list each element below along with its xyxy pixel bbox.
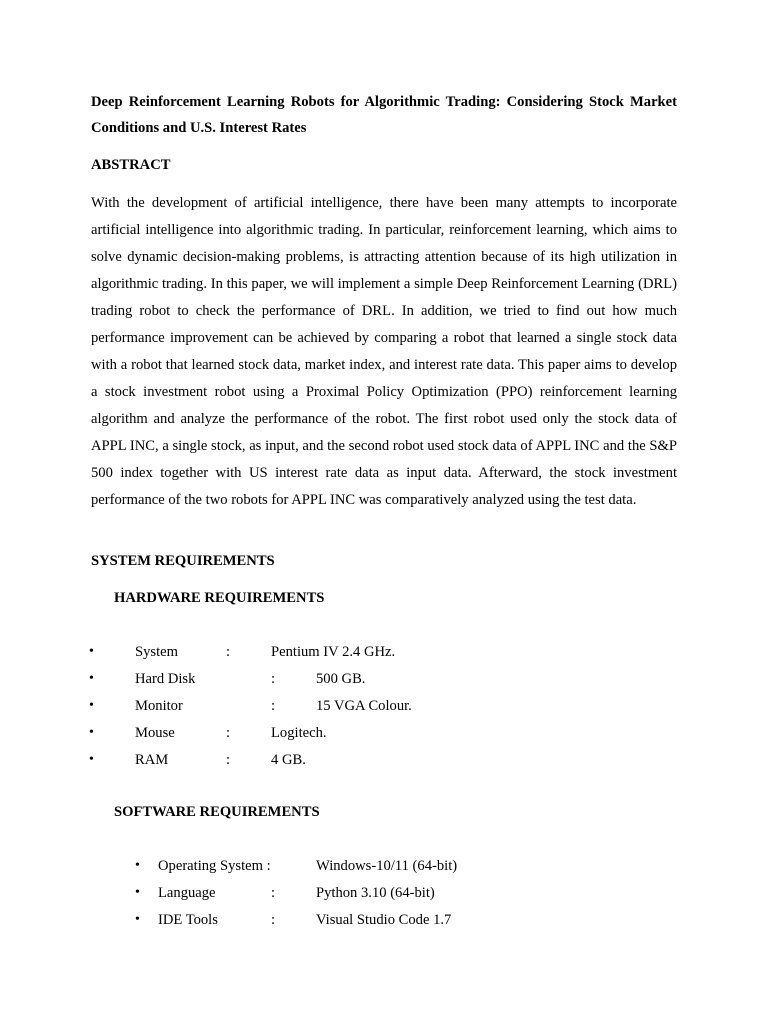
list-item <box>0 642 768 669</box>
list-item <box>0 750 768 777</box>
requirement-separator: : <box>226 725 231 741</box>
requirement-value: 15 VGA Colour. <box>316 698 412 714</box>
list-item <box>0 910 768 937</box>
requirement-value: Windows-10/11 (64-bit) <box>316 858 458 874</box>
requirement-value: Python 3.10 (64-bit) <box>316 885 435 901</box>
requirement-separator: : <box>271 671 276 687</box>
requirement-separator: : <box>226 752 231 768</box>
bullet-icon: • <box>89 725 94 740</box>
requirement-separator: : <box>271 885 276 901</box>
list-item <box>0 723 768 750</box>
software-requirements-heading: SOFTWARE REQUIREMENTS <box>114 804 320 820</box>
abstract-body: With the development of artificial intelligence, there have been many attempts to incorporate artificial intelligence into algorithmic trading. In particular, reinforcement learning, which aims to solve dynamic decision-making problems, is attracting attention because of its high utilization in algorithmic trading. In this paper, we will implement a simple Deep Reinforcement Learning (DRL) trading robot to check the performance of DRL. In addition, we tried to find out how much performance improvement can be achieved by comparing a robot that learned a single stock data with a robot that learned stock data, market index, and interest rate data. This paper aims to develop a stock investment robot using a Proximal Policy Optimization (PPO) reinforcement learning algorithm and analyze the performance of the robot. The first robot used only the stock data of APPL INC, a single stock, as input, and the second robot used stock data of APPL INC and the S&P 500 index together with US interest rate data as input data. Afterward, the stock investment performance of the two robots for APPL INC was comparatively analyzed using the test data. <box>91 195 677 508</box>
requirement-label: Operating System : <box>158 858 271 874</box>
requirement-label: Monitor <box>135 698 183 714</box>
list-item <box>0 669 768 696</box>
hardware-requirements-heading: HARDWARE REQUIREMENTS <box>114 590 325 606</box>
requirement-separator: : <box>271 698 276 714</box>
bullet-icon: • <box>135 885 140 900</box>
requirement-label: Hard Disk <box>135 671 196 687</box>
requirement-value: 500 GB. <box>316 671 366 687</box>
requirement-separator: : <box>271 912 276 928</box>
requirement-label: RAM <box>135 752 169 768</box>
list-item <box>0 883 768 910</box>
document-title: Deep Reinforcement Learning Robots for Algorithmic Trading: Considering Stock Market Conditions and U.S. Interest Rates <box>91 94 677 136</box>
requirement-value: Pentium IV 2.4 GHz. <box>271 644 396 660</box>
bullet-icon: • <box>135 858 140 873</box>
requirement-label: Language <box>158 885 216 901</box>
requirement-value: 4 GB. <box>271 752 306 768</box>
abstract-heading: ABSTRACT <box>91 157 171 173</box>
requirement-separator: : <box>226 644 231 660</box>
list-item <box>0 696 768 723</box>
requirement-label: Mouse <box>135 725 175 741</box>
list-item <box>0 856 768 883</box>
requirement-value: Logitech. <box>271 725 327 741</box>
system-requirements-heading: SYSTEM REQUIREMENTS <box>91 553 275 569</box>
requirement-label: System <box>135 644 178 660</box>
bullet-icon: • <box>89 671 94 686</box>
bullet-icon: • <box>135 912 140 927</box>
bullet-icon: • <box>89 698 94 713</box>
bullet-icon: • <box>89 644 94 659</box>
requirement-value: Visual Studio Code 1.7 <box>316 912 452 928</box>
requirement-label: IDE Tools <box>158 912 218 928</box>
bullet-icon: • <box>89 752 94 767</box>
